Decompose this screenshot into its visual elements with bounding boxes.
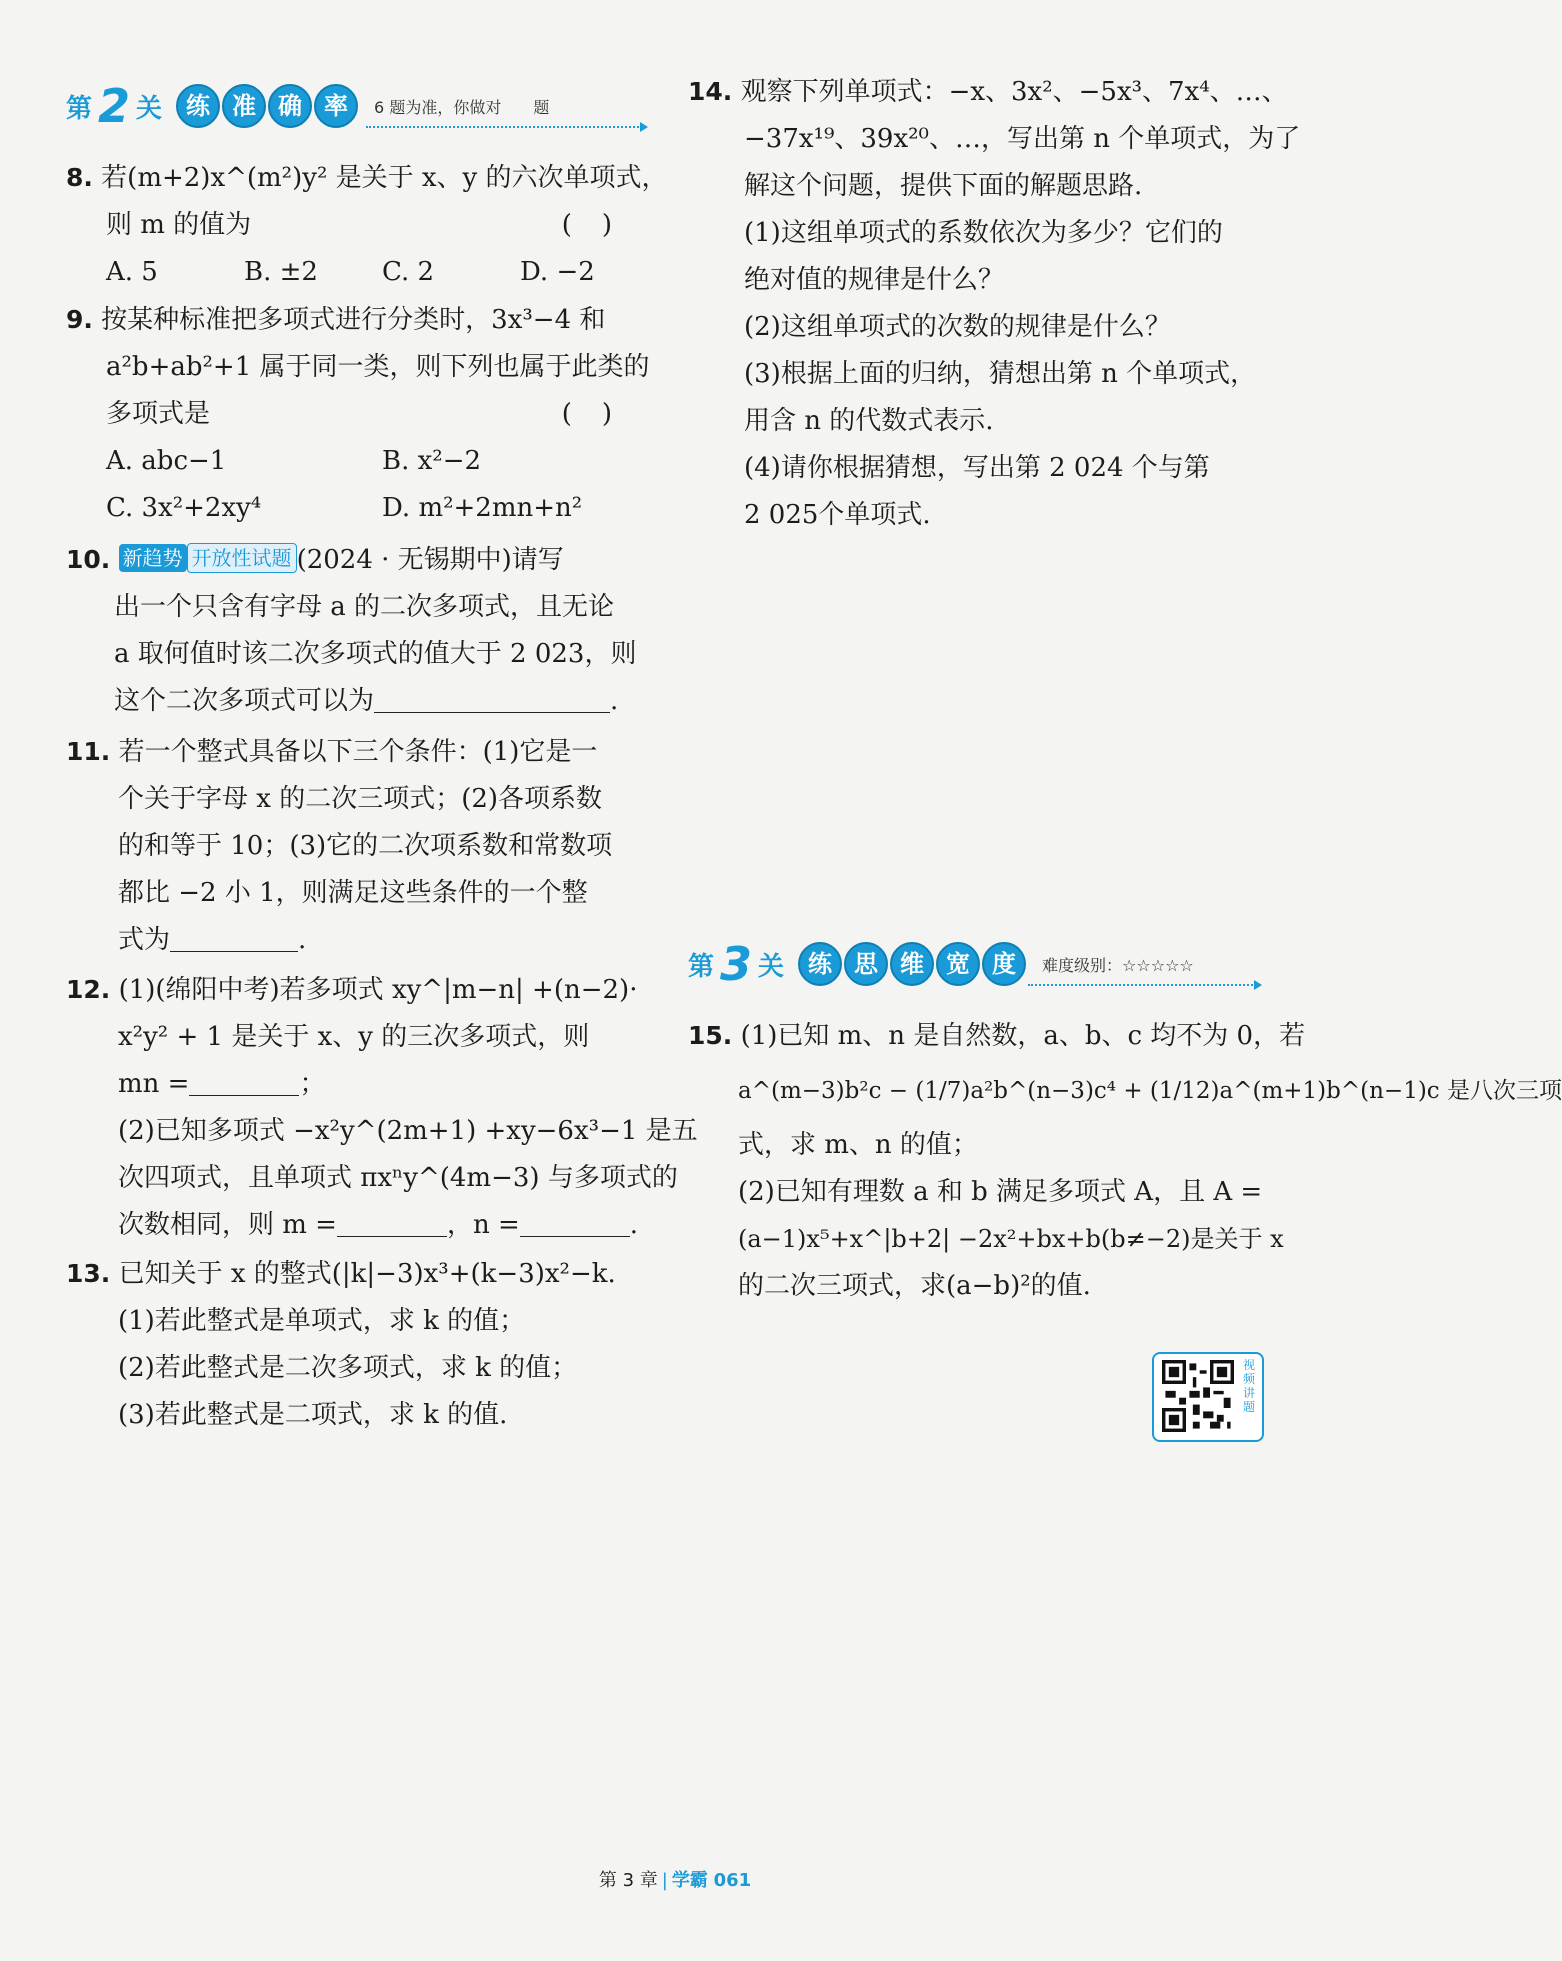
section-2-title-char: 确 — [268, 84, 312, 128]
period: . — [629, 1210, 639, 1240]
question-15-line-6: 的二次三项式，求(a−b)²的值. — [738, 1271, 1091, 1301]
question-14-line-10: 2 025个单项式. — [744, 500, 931, 530]
question-12 — [66, 966, 698, 1249]
question-8-line-1: 若(m+2)x^(m²)y² 是关于 x、y 的六次单项式， — [101, 163, 668, 193]
section-2-word-right: 关 — [136, 93, 163, 124]
answer-blank[interactable] — [170, 921, 298, 952]
period: . — [610, 686, 619, 716]
question-11-line-2: 个关于字母 x 的二次三项式；(2)各项系数 — [118, 784, 603, 814]
answer-parentheses: () — [561, 210, 642, 240]
question-11-line-5: 式为 — [118, 925, 171, 955]
question-15-line-4: (2)已知有理数 a 和 b 满足多项式 A，且 A = — [738, 1177, 1263, 1207]
question-14-line-5: 绝对值的规律是什么？ — [744, 265, 1005, 295]
question-12-line-6b: ，n = — [446, 1210, 520, 1240]
question-14-line-2: −37x¹⁹、39x²⁰、…，写出第 n 个单项式，为了 — [744, 124, 1301, 154]
question-number: 11. — [66, 737, 111, 766]
question-number: 10. — [66, 545, 111, 574]
section-2-title-char: 准 — [222, 84, 266, 128]
question-12-line-1: (1)(绵阳中考)若多项式 xy^|m−n| +(n−2)· — [118, 975, 638, 1005]
question-13-line-1: 已知关于 x 的整式(|k|−3)x³+(k−3)x²−k. — [118, 1259, 616, 1289]
question-9-line-1: 按某种标准把多项式进行分类时，3x³−4 和 — [101, 305, 606, 335]
section-3-title-char: 度 — [982, 942, 1026, 986]
question-15-line-2: a^(m−3)b²c − (1/7)a²b^(n−3)c⁴ + (1/12)a^(m+1)b^(n−1)c 是八次三项 — [738, 1078, 1562, 1104]
section-3-difficulty: 难度级别：☆☆☆☆☆ — [1042, 955, 1194, 975]
option-b: B. x²−2 — [382, 446, 482, 476]
option-b: B. ±2 — [244, 257, 318, 287]
section-3-title — [798, 942, 1028, 986]
question-number: 8. — [66, 163, 93, 192]
question-11-line-4: 都比 −2 小 1，则满足这些条件的一个整 — [118, 878, 588, 908]
question-15 — [688, 1012, 1562, 1310]
section-2-score-note: 6 题为准，你做对 题 — [374, 97, 550, 117]
question-10-line-4: 这个二次多项式可以为 — [114, 686, 375, 716]
question-11 — [66, 728, 656, 964]
question-13-line-4: (3)若此整式是二项式，求 k 的值. — [118, 1400, 508, 1430]
answer-blank-n[interactable] — [520, 1206, 630, 1237]
section-2-word-left: 第 — [66, 93, 93, 124]
option-c: C. 2 — [382, 257, 435, 287]
question-12-line-3: mn = — [118, 1069, 190, 1099]
period: . — [298, 925, 307, 955]
question-13 — [66, 1250, 656, 1439]
question-8-line-2: 则 m 的值为 — [106, 210, 252, 240]
footer-divider: | — [661, 1870, 668, 1891]
section-3-number: 3 — [720, 937, 753, 991]
answer-blank[interactable] — [189, 1065, 299, 1096]
question-10-line-1: (2024 · 无锡期中)请写 — [296, 545, 564, 575]
section-2-title — [176, 84, 360, 128]
question-9-line-3: 多项式是 — [106, 399, 211, 429]
option-d: D. m²+2mn+n² — [382, 493, 583, 523]
semicolon: ； — [299, 1069, 326, 1099]
option-d: D. −2 — [520, 257, 595, 287]
section-3-word-left: 第 — [688, 951, 715, 982]
trend-tag: 新趋势 — [119, 544, 187, 572]
question-15-line-3: 式，求 m、n 的值； — [738, 1130, 978, 1160]
question-14-line-8: 用含 n 的代数式表示. — [744, 406, 994, 436]
option-c: C. 3x²+2xy⁴ — [106, 493, 262, 523]
question-14-line-1: 观察下列单项式：−x、3x²、−5x³、7x⁴、…、 — [740, 77, 1288, 107]
option-a: A. 5 — [106, 257, 158, 287]
question-12-line-5: 次四项式，且单项式 πxⁿy^(4m−3) 与多项式的 — [118, 1163, 678, 1193]
question-number: 15. — [688, 1021, 733, 1050]
answer-parentheses: () — [561, 399, 642, 429]
question-15-line-5: (a−1)x⁵+x^|b+2| −2x²+bx+b(b≠−2)是关于 x — [738, 1225, 1284, 1253]
option-a: A. abc−1 — [106, 446, 227, 476]
question-9 — [66, 296, 656, 532]
question-13-line-3: (2)若此整式是二次多项式，求 k 的值； — [118, 1353, 578, 1383]
question-15-line-1: (1)已知 m、n 是自然数，a、b、c 均不为 0，若 — [740, 1021, 1306, 1051]
qr-code-icon — [1162, 1360, 1234, 1432]
question-number: 9. — [66, 305, 93, 334]
section-3-word-right: 关 — [758, 951, 785, 982]
question-12-line-4: (2)已知多项式 −x²y^(2m+1) +xy−6x³−1 是五 — [118, 1116, 698, 1146]
answer-blank[interactable] — [374, 682, 610, 713]
question-13-line-2: (1)若此整式是单项式，求 k 的值； — [118, 1306, 526, 1336]
question-14-line-3: 解这个问题，提供下面的解题思路. — [744, 171, 1143, 201]
section-2-title-char: 练 — [176, 84, 220, 128]
question-number: 13. — [66, 1259, 111, 1288]
open-question-tag: 开放性试题 — [187, 543, 297, 573]
question-14-line-7: (3)根据上面的归纳，猜想出第 n 个单项式， — [744, 359, 1257, 389]
question-12-line-6a: 次数相同，则 m = — [118, 1210, 337, 1240]
page-footer — [0, 1866, 1350, 1892]
section-2-number: 2 — [98, 79, 131, 133]
question-10-line-2: 出一个只含有字母 a 的二次多项式，且无论 — [114, 592, 615, 622]
qr-label: 视频讲题 — [1242, 1358, 1255, 1414]
page-number: 061 — [713, 1870, 752, 1891]
question-10 — [66, 536, 656, 725]
question-14-line-4: (1)这组单项式的系数依次为多少？它们的 — [744, 218, 1223, 248]
question-number: 12. — [66, 975, 111, 1004]
question-14-line-6: (2)这组单项式的次数的规律是什么？ — [744, 312, 1171, 342]
section-3-title-char: 维 — [890, 942, 934, 986]
question-10-line-3: a 取何值时该二次多项式的值大于 2 023，则 — [114, 639, 637, 669]
section-2-divider — [366, 126, 646, 128]
question-12-line-2: x²y² + 1 是关于 x、y 的三次多项式，则 — [118, 1022, 590, 1052]
question-8 — [66, 154, 668, 296]
section-3-title-char: 宽 — [936, 942, 980, 986]
question-9-line-2: a²b+ab²+1 属于同一类，则下列也属于此类的 — [106, 352, 650, 382]
chapter-label: 第 3 章 — [598, 1870, 658, 1891]
video-qr-code[interactable] — [1152, 1352, 1264, 1442]
question-14-line-9: (4)请你根据猜想，写出第 2 024 个与第 — [744, 453, 1210, 483]
section-3-title-char: 练 — [798, 942, 842, 986]
answer-blank-m[interactable] — [337, 1206, 447, 1237]
section-2-title-char: 率 — [314, 84, 358, 128]
question-14 — [688, 68, 1301, 539]
question-11-line-1: 若一个整式具备以下三个条件：(1)它是一 — [118, 737, 598, 767]
question-11-line-3: 的和等于 10；(3)它的二次项系数和常数项 — [118, 831, 613, 861]
section-3-divider — [1028, 984, 1260, 986]
brand-label: 学霸 — [671, 1870, 708, 1891]
section-3-title-char: 思 — [844, 942, 888, 986]
question-number: 14. — [688, 77, 733, 106]
